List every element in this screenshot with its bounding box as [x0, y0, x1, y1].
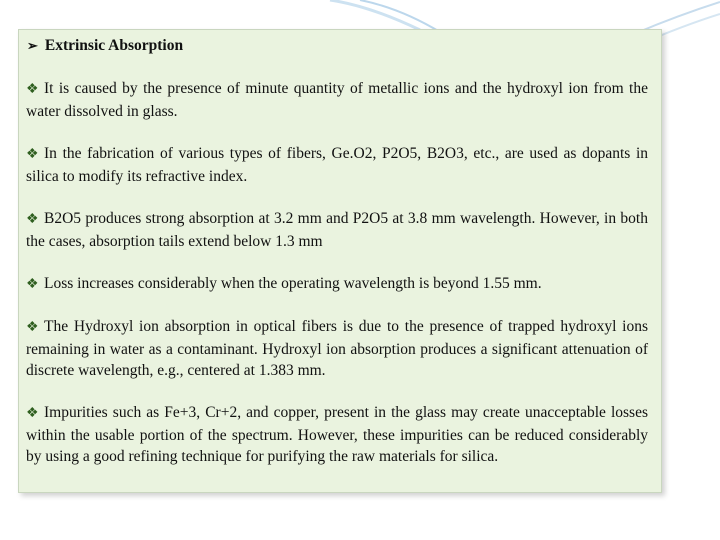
- section-heading-text: Extrinsic Absorption: [44, 37, 184, 54]
- section-heading: [27, 37, 183, 55]
- diamond-bullet-icon: ❖: [26, 82, 39, 97]
- diamond-bullet-icon: ❖: [26, 320, 39, 335]
- diamond-bullet-icon: ❖: [26, 212, 39, 227]
- diamond-bullet-icon: ❖: [26, 277, 39, 292]
- diamond-bullet-icon: ❖: [26, 406, 39, 421]
- content-panel: [18, 29, 662, 493]
- paragraph-text: Impurities such as Fe+3, Cr+2, and copper, present in the glass may create unacceptable losses within the usable portion of the spectrum. However, these impurities can be reduced considerably by using a good refining technique for purifying the raw materials for silica.: [26, 404, 648, 466]
- paragraph-text: The Hydroxyl ion absorption in optical fibers is due to the presence of trapped hydroxyl ions remaining in water as a contaminant. Hydroxyl ion absorption produces a significant attenuation of discrete wavelength, e.g., centered at 1.383 mm.: [26, 318, 648, 380]
- paragraph-dopants: [26, 143, 648, 187]
- paragraph-impurities: [26, 402, 648, 468]
- paragraph-text: In the fabrication of various types of fibers, Ge.O2, P2O5, B2O3, etc., are used as dopants in silica to modify its refractive index.: [26, 145, 648, 185]
- diamond-bullet-icon: ❖: [26, 147, 39, 162]
- paragraph-metallic-ions: [26, 78, 648, 122]
- arrow-bullet-icon: ➢: [27, 38, 38, 53]
- paragraph-loss-wavelength: [26, 273, 648, 296]
- paragraph-absorption-tails: [26, 208, 648, 252]
- paragraph-text: Loss increases considerably when the operating wavelength is beyond 1.55 mm.: [44, 275, 542, 292]
- paragraph-text: It is caused by the presence of minute quantity of metallic ions and the hydroxyl ion from the water dissolved in glass.: [26, 80, 648, 120]
- paragraph-text: B2O5 produces strong absorption at 3.2 mm and P2O5 at 3.8 mm wavelength. However, in both the cases, absorption tails extend below 1.3 mm: [26, 210, 648, 250]
- paragraph-hydroxyl-ion: [26, 316, 648, 382]
